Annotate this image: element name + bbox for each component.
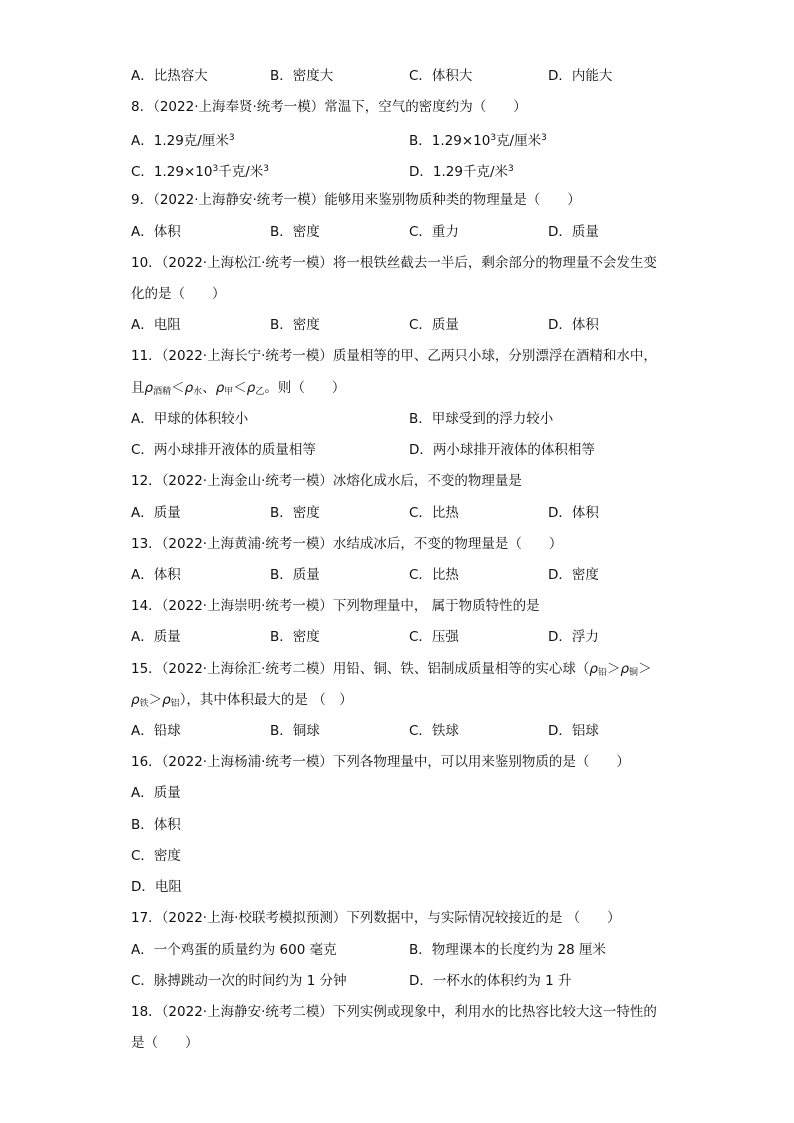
q10-option-b: B．密度 <box>270 317 320 333</box>
q9-option-b: B．密度 <box>270 224 320 240</box>
q10-stem-line2: 化的是（ ） <box>131 286 226 302</box>
q17-option-c: C．脉搏跳动一次的时间约为 1 分钟 <box>131 973 347 989</box>
q13-option-b: B．质量 <box>270 567 320 583</box>
q11-option-b: B．甲球受到的浮力较小 <box>409 411 554 427</box>
q18-stem-line1: 18．（2022·上海静安·统考二模）下列实例或现象中，利用水的比热容比较大这一特性的 <box>131 1004 657 1020</box>
q12-option-c: C．比热 <box>409 505 459 521</box>
q7-option-b: B．密度大 <box>270 68 334 84</box>
q10-option-d: D．体积 <box>548 317 599 333</box>
q15-option-d: D．铝球 <box>548 723 599 739</box>
q15-option-c: C．铁球 <box>409 723 459 739</box>
q13-option-d: D．密度 <box>548 567 599 583</box>
q13-option-c: C．比热 <box>409 567 459 583</box>
q12-option-b: B．密度 <box>270 505 320 521</box>
q10-option-a: A．电阻 <box>131 317 181 333</box>
q8-option-a: A．1.29克/厘米$^3$ <box>131 133 235 149</box>
q16-option-b: B．体积 <box>131 817 181 833</box>
q14-option-a: A．质量 <box>131 629 181 645</box>
q14-option-d: D．浮力 <box>548 629 599 645</box>
q17-stem: 17．（2022·上海·校联考模拟预测）下列数据中，与实际情况较接近的是 （ ） <box>131 910 621 926</box>
q16-stem: 16．（2022·上海杨浦·统考一模）下列各物理量中，可以用来鉴别物质的是（ ） <box>131 754 630 770</box>
q8-stem: 8．（2022·上海奉贤·统考一模）常温下，空气的密度约为（ ） <box>131 99 527 115</box>
q16-option-d: D．电阻 <box>131 879 182 895</box>
q15-stem-line1: 15．（2022·上海徐汇·统考二模）用铅、铜、铁、铝制成质量相等的实心球（$\rho_铅>\rho_铜>$ <box>131 661 652 678</box>
q16-option-a: A．质量 <box>131 785 181 801</box>
q18-stem-line2: 是（ ） <box>131 1035 199 1051</box>
q11-stem-line2: 且$\rho_{酒精}<\rho_水$、$\rho_甲<\rho_乙$。则（ ） <box>131 380 346 397</box>
q8-option-c: C．$1.29\times 10^3$千克/米$^3$ <box>131 164 270 180</box>
q14-option-c: C．压强 <box>409 629 459 645</box>
q7-option-a: A．比热容大 <box>131 68 208 84</box>
q17-option-a: A．一个鸡蛋的质量约为 600 毫克 <box>131 942 337 958</box>
q11-option-c: C．两小球排开液体的质量相等 <box>131 442 316 458</box>
q16-option-c: C．密度 <box>131 848 181 864</box>
q14-option-b: B．密度 <box>270 629 320 645</box>
q11-option-d: D．两小球排开液体的体积相等 <box>409 442 595 458</box>
q7-option-d: D．内能大 <box>548 68 613 84</box>
q15-option-a: A．铅球 <box>131 723 181 739</box>
q15-option-b: B．铜球 <box>270 723 320 739</box>
q8-option-d: D．1.29千克/米$^3$ <box>409 164 514 180</box>
q14-stem: 14．（2022·上海崇明·统考一模）下列物理量中， 属于物质特性的是 <box>131 598 540 614</box>
q13-option-a: A．体积 <box>131 567 181 583</box>
q10-option-c: C．质量 <box>409 317 459 333</box>
q13-stem: 13．（2022·上海黄浦·统考一模）水结成冰后，不变的物理量是（ ） <box>131 536 563 552</box>
q11-stem-line1: 11．（2022·上海长宁·统考一模）质量相等的甲、乙两只小球，分别漂浮在酒精和水中， <box>131 348 657 364</box>
q9-stem: 9．（2022·上海静安·统考一模）能够用来鉴别物质种类的物理量是（ ） <box>131 192 581 208</box>
q17-option-b: B．物理课本的长度约为 28 厘米 <box>409 942 607 958</box>
q9-option-a: A．体积 <box>131 224 181 240</box>
q9-option-c: C．重力 <box>409 224 459 240</box>
q12-option-a: A．质量 <box>131 505 181 521</box>
q17-option-d: D．一杯水的体积约为 1 升 <box>409 973 572 989</box>
q8-option-b: B．$1.29\times 10^3$克/厘米$^3$ <box>409 133 547 149</box>
q7-option-c: C．体积大 <box>409 68 473 84</box>
q11-option-a: A．甲球的体积较小 <box>131 411 249 427</box>
q15-stem-line2: $\rho_铁>\rho_铝$），其中体积最大的是 （ ） <box>131 692 353 709</box>
q9-option-d: D．质量 <box>548 224 599 240</box>
q12-option-d: D．体积 <box>548 505 599 521</box>
q10-stem-line1: 10．（2022·上海松江·统考一模）将一根铁丝截去一半后，剩余部分的物理量不会发生变 <box>131 255 657 271</box>
q12-stem: 12．（2022·上海金山·统考一模）冰熔化成水后，不变的物理量是 <box>131 473 522 489</box>
